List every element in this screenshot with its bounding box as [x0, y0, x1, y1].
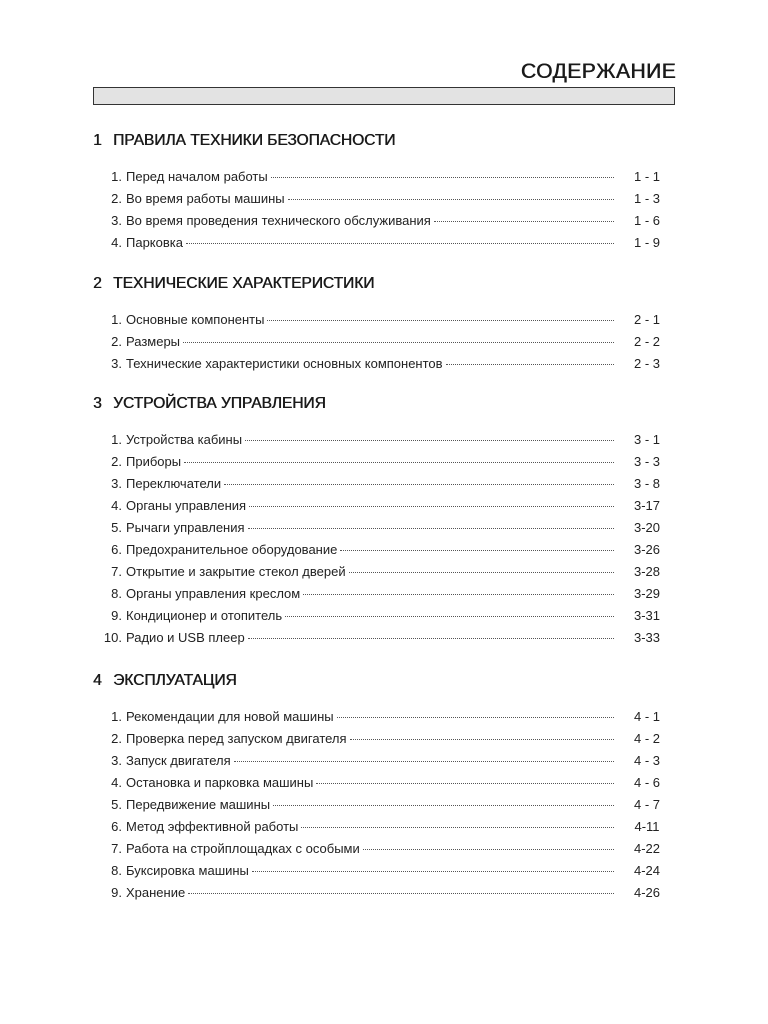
entry-number: 2. — [111, 453, 122, 469]
toc-entry[interactable] — [0, 772, 768, 792]
entry-page: 3-28 — [633, 563, 661, 579]
toc-entry[interactable] — [0, 353, 768, 373]
dot-leader — [248, 638, 614, 639]
section-title: ЭКСПЛУАТАЦИЯ — [113, 672, 237, 689]
toc-entry[interactable] — [0, 794, 768, 814]
section-number: 1 — [93, 132, 102, 149]
dot-leader — [188, 893, 614, 894]
section-heading[interactable] — [93, 395, 326, 413]
dot-leader — [186, 243, 614, 244]
dot-leader — [184, 462, 614, 463]
entry-page: 3 - 3 — [633, 453, 660, 469]
dot-leader — [245, 440, 614, 441]
entry-page: 3-17 — [633, 497, 661, 513]
entry-label: Остановка и парковка машины — [126, 774, 314, 790]
dot-leader — [234, 761, 614, 762]
section-number: 3 — [93, 395, 102, 412]
entry-number: 5. — [111, 519, 122, 535]
toc-entry[interactable] — [0, 583, 768, 603]
entry-label: Кондиционер и отопитель — [126, 607, 283, 623]
section-title: УСТРОЙСТВА УПРАВЛЕНИЯ — [113, 395, 326, 412]
entry-page: 3-20 — [633, 519, 661, 535]
dot-leader — [316, 783, 614, 784]
dot-leader — [271, 177, 614, 178]
toc-entry[interactable] — [0, 539, 768, 559]
entry-number: 7. — [111, 563, 122, 579]
section-heading[interactable] — [93, 275, 374, 293]
entry-label: Во время проведения технического обслуживания — [126, 212, 431, 228]
entry-page: 4 - 1 — [633, 708, 660, 724]
toc-entry[interactable] — [0, 517, 768, 537]
section-number: 2 — [93, 275, 102, 292]
entry-page: 1 - 1 — [633, 168, 660, 184]
toc-entry[interactable] — [0, 309, 768, 329]
dot-leader — [288, 199, 614, 200]
entry-number: 3. — [111, 355, 122, 371]
entry-page: 4-22 — [633, 840, 661, 856]
entry-number: 6. — [111, 818, 122, 834]
dot-leader — [252, 871, 614, 872]
entry-label: Устройства кабины — [126, 431, 243, 447]
entry-number: 4. — [111, 234, 122, 250]
dot-leader — [249, 506, 614, 507]
section-title: ТЕХНИЧЕСКИЕ ХАРАКТЕРИСТИКИ — [113, 275, 375, 292]
entry-label: Рычаги управления — [126, 519, 245, 535]
entry-number: 4. — [111, 497, 122, 513]
entry-page: 3 - 1 — [633, 431, 660, 447]
dot-leader — [267, 320, 614, 321]
entry-number: 2. — [111, 730, 122, 746]
dot-leader — [303, 594, 614, 595]
entry-page: 4-26 — [633, 884, 661, 900]
toc-entry[interactable] — [0, 429, 768, 449]
section-heading[interactable] — [93, 132, 395, 150]
dot-leader — [273, 805, 614, 806]
entry-label: Хранение — [126, 884, 186, 900]
toc-entry[interactable] — [0, 561, 768, 581]
entry-page: 2 - 1 — [633, 311, 660, 327]
entry-label: Перед началом работы — [126, 168, 268, 184]
dot-leader — [434, 221, 614, 222]
entry-label: Работа на стройплощадках с особыми — [126, 840, 360, 856]
entry-label: Передвижение машины — [126, 796, 271, 812]
toc-entry[interactable] — [0, 473, 768, 493]
entry-page: 3 - 8 — [633, 475, 660, 491]
entry-number: 3. — [111, 212, 122, 228]
toc-entry[interactable] — [0, 706, 768, 726]
toc-entry[interactable] — [0, 210, 768, 230]
dot-leader — [350, 739, 614, 740]
entry-page: 4 - 3 — [633, 752, 660, 768]
toc-entry[interactable] — [0, 232, 768, 252]
entry-label: Запуск двигателя — [126, 752, 231, 768]
entry-page: 3-33 — [633, 629, 661, 645]
entry-page: 1 - 6 — [633, 212, 660, 228]
dot-leader — [224, 484, 614, 485]
entry-label: Буксировка машины — [126, 862, 249, 878]
entry-page: 2 - 3 — [633, 355, 660, 371]
entry-number: 4. — [111, 774, 122, 790]
entry-number: 1. — [111, 168, 122, 184]
entry-label: Размеры — [126, 333, 181, 349]
entry-page: 4 - 7 — [633, 796, 660, 812]
toc-entry[interactable] — [0, 451, 768, 471]
entry-label: Органы управления — [126, 497, 247, 513]
page-title: СОДЕРЖАНИЕ — [520, 60, 676, 83]
entry-page: 4 - 6 — [633, 774, 660, 790]
entry-number: 6. — [111, 541, 122, 557]
dot-leader — [285, 616, 614, 617]
toc-entry[interactable] — [0, 728, 768, 748]
entry-label: Радио и USB плеер — [126, 629, 245, 645]
entry-label: Парковка — [126, 234, 183, 250]
toc-entry[interactable] — [0, 495, 768, 515]
entry-number: 9. — [111, 884, 122, 900]
entry-page: 4-24 — [633, 862, 661, 878]
dot-leader — [363, 849, 614, 850]
toc-entry[interactable] — [0, 331, 768, 351]
toc-entry[interactable] — [0, 882, 768, 902]
entry-number: 9. — [111, 607, 122, 623]
title-underline-bar — [93, 87, 675, 105]
dot-leader — [248, 528, 614, 529]
entry-label: Во время работы машины — [126, 190, 285, 206]
entry-label: Основные компоненты — [126, 311, 265, 327]
entry-number: 10. — [103, 629, 122, 645]
section-number: 4 — [93, 672, 102, 689]
entry-page: 1 - 3 — [633, 190, 660, 206]
toc-entry[interactable] — [0, 750, 768, 770]
entry-number: 1. — [111, 311, 122, 327]
toc-entry[interactable] — [0, 188, 768, 208]
toc-entry[interactable] — [0, 627, 768, 647]
section-heading[interactable] — [93, 672, 237, 690]
entry-number: 2. — [111, 333, 122, 349]
entry-label: Предохранительное оборудование — [126, 541, 338, 557]
entry-number: 8. — [111, 862, 122, 878]
entry-number: 5. — [111, 796, 122, 812]
toc-entry[interactable] — [0, 860, 768, 880]
entry-number: 1. — [111, 708, 122, 724]
entry-number: 7. — [111, 840, 122, 856]
entry-page: 3-31 — [633, 607, 661, 623]
entry-number: 1. — [111, 431, 122, 447]
entry-page: 3-26 — [633, 541, 661, 557]
entry-label: Проверка перед запуском двигателя — [126, 730, 347, 746]
entry-page: 1 - 9 — [633, 234, 660, 250]
entry-label: Метод эффективной работы — [126, 818, 299, 834]
toc-entry[interactable] — [0, 838, 768, 858]
entry-page: 2 - 2 — [633, 333, 660, 349]
entry-label: Приборы — [126, 453, 182, 469]
entry-label: Органы управления креслом — [126, 585, 301, 601]
entry-page: 4 - 2 — [633, 730, 660, 746]
entry-number: 3. — [111, 752, 122, 768]
toc-entry[interactable] — [0, 605, 768, 625]
dot-leader — [301, 827, 614, 828]
entry-label: Рекомендации для новой машины — [126, 708, 334, 724]
entry-number: 2. — [111, 190, 122, 206]
entry-label: Открытие и закрытие стекол дверей — [126, 563, 346, 579]
section-title: ПРАВИЛА ТЕХНИКИ БЕЗОПАСНОСТИ — [113, 132, 396, 149]
dot-leader — [349, 572, 614, 573]
entry-page: 3-29 — [633, 585, 661, 601]
dot-leader — [337, 717, 614, 718]
entry-label: Технические характеристики основных компонентов — [126, 355, 443, 371]
entry-label: Переключатели — [126, 475, 222, 491]
entry-number: 3. — [111, 475, 122, 491]
entry-page: 4-11 — [634, 818, 660, 834]
entry-number: 8. — [111, 585, 122, 601]
dot-leader — [446, 364, 614, 365]
dot-leader — [183, 342, 614, 343]
dot-leader — [340, 550, 614, 551]
toc-entry[interactable] — [0, 816, 768, 836]
toc-entry[interactable] — [0, 166, 768, 186]
